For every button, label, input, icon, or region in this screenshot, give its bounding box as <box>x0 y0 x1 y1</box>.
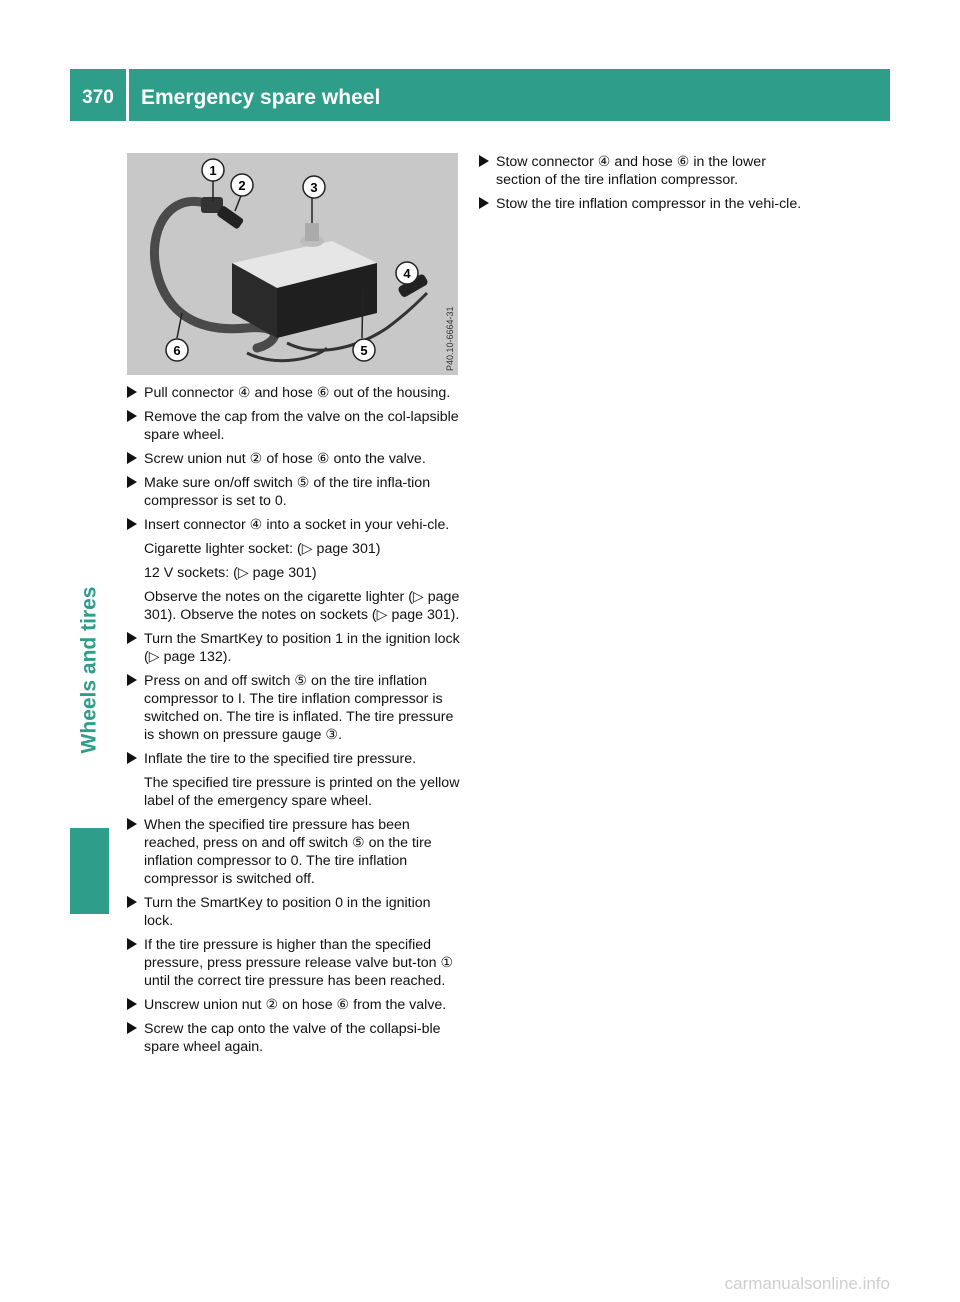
instruction-text: When the specified tire pressure has been reached, press on and off switch ⑤ on the tire inflation compressor to 0. The tire inflation compressor is switched off. <box>144 817 432 887</box>
instruction-step <box>479 195 814 213</box>
instruction-text: Turn the SmartKey to position 0 in the ignition lock. <box>144 895 431 929</box>
instruction-note <box>127 540 462 558</box>
section-label-text: Wheels and tires <box>77 586 101 754</box>
instruction-step <box>127 996 462 1014</box>
header-divider <box>126 69 129 121</box>
instruction-step <box>127 384 462 402</box>
instruction-text: Inflate the tire to the specified tire pressure. <box>144 751 417 767</box>
step-arrow-icon <box>127 938 137 950</box>
instruction-text: Screw the cap onto the valve of the collapsi-ble spare wheel again. <box>144 1021 441 1055</box>
instruction-text: Remove the cap from the valve on the col-lapsible spare wheel. <box>144 409 459 443</box>
callout-2-label: 2 <box>238 178 246 193</box>
step-arrow-icon <box>127 386 137 398</box>
compressor-diagram <box>127 153 458 375</box>
step-arrow-icon <box>127 476 137 488</box>
step-arrow-icon <box>127 818 137 830</box>
instruction-text: 12 V sockets: (▷ page 301) <box>144 565 317 581</box>
instruction-text: Stow connector ④ and hose ⑥ in the lower section of the tire inflation compressor. <box>496 154 766 188</box>
instruction-step <box>127 1020 462 1056</box>
instructions-right-column <box>479 153 814 219</box>
compressor-illustration <box>127 153 458 375</box>
instruction-text: The specified tire pressure is printed on the yellow label of the emergency spare wheel. <box>144 775 460 809</box>
instruction-step <box>127 516 462 534</box>
instruction-text: Insert connector ④ into a socket in your vehi-cle. <box>144 517 450 533</box>
section-label <box>70 540 109 800</box>
instruction-step <box>127 450 462 468</box>
instruction-step <box>127 894 462 930</box>
step-arrow-icon <box>479 197 489 209</box>
step-arrow-icon <box>127 518 137 530</box>
instruction-text: Cigarette lighter socket: (▷ page 301) <box>144 541 381 557</box>
callout-6-label: 6 <box>173 343 181 358</box>
page-title: Emergency spare wheel <box>141 86 381 109</box>
instruction-step <box>127 672 462 744</box>
callout-1-label: 1 <box>209 163 217 178</box>
instruction-note <box>127 564 462 582</box>
step-arrow-icon <box>127 632 137 644</box>
instruction-text: Press on and off switch ⑤ on the tire inflation compressor to I. The tire inflation compressor is switched on. The tire is inflated. The tire pressure is shown on pressure gauge ③. <box>144 673 454 743</box>
step-arrow-icon <box>479 155 489 167</box>
instruction-text: If the tire pressure is higher than the specified pressure, press pressure release valve but-ton ① until the correct tire pressure has been reached. <box>144 937 454 989</box>
step-arrow-icon <box>127 752 137 764</box>
step-arrow-icon <box>127 452 137 464</box>
section-tab-marker <box>70 828 109 914</box>
instruction-text: Observe the notes on the cigarette lighter (▷ page 301). Observe the notes on sockets (▷ page 301). <box>144 589 460 623</box>
step-arrow-icon <box>127 674 137 686</box>
instruction-step <box>127 816 462 888</box>
instruction-step <box>127 408 462 444</box>
page-number: 370 <box>82 87 114 108</box>
instruction-text: Screw union nut ② of hose ⑥ onto the valve. <box>144 451 426 467</box>
figure-code: P40.10-6664-31 <box>445 306 455 371</box>
instruction-step <box>127 750 462 768</box>
step-arrow-icon <box>127 1022 137 1034</box>
step-arrow-icon <box>127 998 137 1010</box>
watermark: carmanualsonline.info <box>724 1274 890 1293</box>
instruction-step <box>127 630 462 666</box>
step-arrow-icon <box>127 410 137 422</box>
instruction-text: Turn the SmartKey to position 1 in the ignition lock (▷ page 132). <box>144 631 460 665</box>
instructions-left-column <box>127 384 462 1062</box>
callout-3-label: 3 <box>310 180 318 195</box>
instruction-text: Pull connector ④ and hose ⑥ out of the housing. <box>144 385 451 401</box>
instruction-step <box>127 936 462 990</box>
callout-4-label: 4 <box>403 266 411 281</box>
instruction-note <box>127 588 462 624</box>
instruction-text: Make sure on/off switch ⑤ of the tire infla-tion compressor is set to 0. <box>144 475 431 509</box>
instruction-step <box>479 153 814 189</box>
callout-5-label: 5 <box>360 343 368 358</box>
instruction-step <box>127 474 462 510</box>
instruction-text: Unscrew union nut ② on hose ⑥ from the valve. <box>144 997 447 1013</box>
instruction-text: Stow the tire inflation compressor in the vehi-cle. <box>496 196 802 212</box>
instruction-note <box>127 774 462 810</box>
step-arrow-icon <box>127 896 137 908</box>
